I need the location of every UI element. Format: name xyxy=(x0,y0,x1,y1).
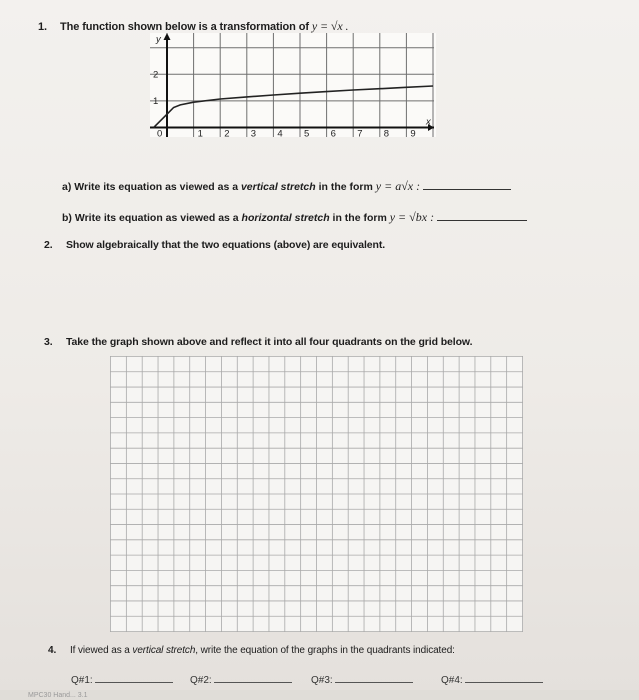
graph-background xyxy=(150,33,436,137)
answer-q2 xyxy=(190,672,292,686)
answer-q3 xyxy=(311,672,413,686)
x-axis-label: x xyxy=(426,116,431,128)
part-text-2: in the form xyxy=(329,212,390,224)
answer-blank-q2[interactable] xyxy=(214,672,292,683)
answer-blank-q4[interactable] xyxy=(465,672,543,683)
y-tick-label: 2 xyxy=(153,69,159,81)
part-text-2: in the form xyxy=(315,181,376,193)
answer-label: Q#4: xyxy=(441,675,463,686)
y-tick-label: 1 xyxy=(153,95,159,107)
x-tick-label: 1 xyxy=(197,128,203,137)
x-tick-label: 4 xyxy=(277,128,283,137)
question-text: Take the graph shown above and reflect it into all four quadrants on the grid below. xyxy=(66,336,473,348)
question-3 xyxy=(44,336,472,348)
page-footer: MPC30 Hand... 3.1 xyxy=(28,692,88,699)
question-1b xyxy=(62,210,527,225)
part-formula: y = √bx : xyxy=(389,210,435,224)
x-tick-label: 6 xyxy=(330,128,336,137)
part-italic: vertical stretch xyxy=(240,181,316,193)
question-text-2: , write the equation of the graphs in the quadrants indicated: xyxy=(195,645,455,656)
question-italic: vertical stretch xyxy=(132,645,196,656)
x-tick-label: 7 xyxy=(357,128,363,137)
question-4 xyxy=(48,645,455,656)
question-number: 3. xyxy=(44,336,53,348)
question-formula: y = √x . xyxy=(311,19,349,33)
x-tick-label: 9 xyxy=(410,128,416,137)
part-italic: horizontal stretch xyxy=(241,212,330,224)
x-tick-label: 5 xyxy=(304,128,310,137)
question-1a xyxy=(62,179,511,194)
page-bottom-edge xyxy=(0,690,639,700)
part-label: b) xyxy=(62,212,72,224)
part-text: Write its equation as viewed as a xyxy=(74,181,241,193)
question-number: 4. xyxy=(48,645,57,656)
answer-q4 xyxy=(441,672,543,686)
part-text: Write its equation as viewed as a xyxy=(74,212,242,224)
four-quadrant-grid[interactable] xyxy=(110,356,523,632)
answer-label: Q#3: xyxy=(311,675,333,686)
answer-label: Q#1: xyxy=(71,675,93,686)
question-text: The function shown below is a transformation of xyxy=(60,21,312,33)
question-2 xyxy=(44,239,385,251)
part-formula: y = a√x : xyxy=(375,179,421,193)
x-tick-label: 0 xyxy=(157,128,163,137)
question-number: 1. xyxy=(38,21,47,33)
answer-blank-1a[interactable] xyxy=(423,179,511,190)
question-text: If viewed as a xyxy=(70,645,133,656)
answer-blank-q3[interactable] xyxy=(335,672,413,683)
part-label: a) xyxy=(62,181,72,193)
answer-q1 xyxy=(71,672,173,686)
x-tick-label: 2 xyxy=(224,128,230,137)
function-graph xyxy=(150,33,436,137)
answer-blank-1b[interactable] xyxy=(437,210,527,221)
y-axis-label: y xyxy=(156,34,161,45)
x-tick-label: 8 xyxy=(383,128,390,137)
answer-label: Q#2: xyxy=(190,675,212,686)
answer-blank-q1[interactable] xyxy=(95,672,173,683)
question-number: 2. xyxy=(44,239,53,251)
question-text: Show algebraically that the two equations (above) are equivalent. xyxy=(66,239,386,251)
x-tick-label: 3 xyxy=(250,128,257,137)
question-1 xyxy=(38,19,348,34)
